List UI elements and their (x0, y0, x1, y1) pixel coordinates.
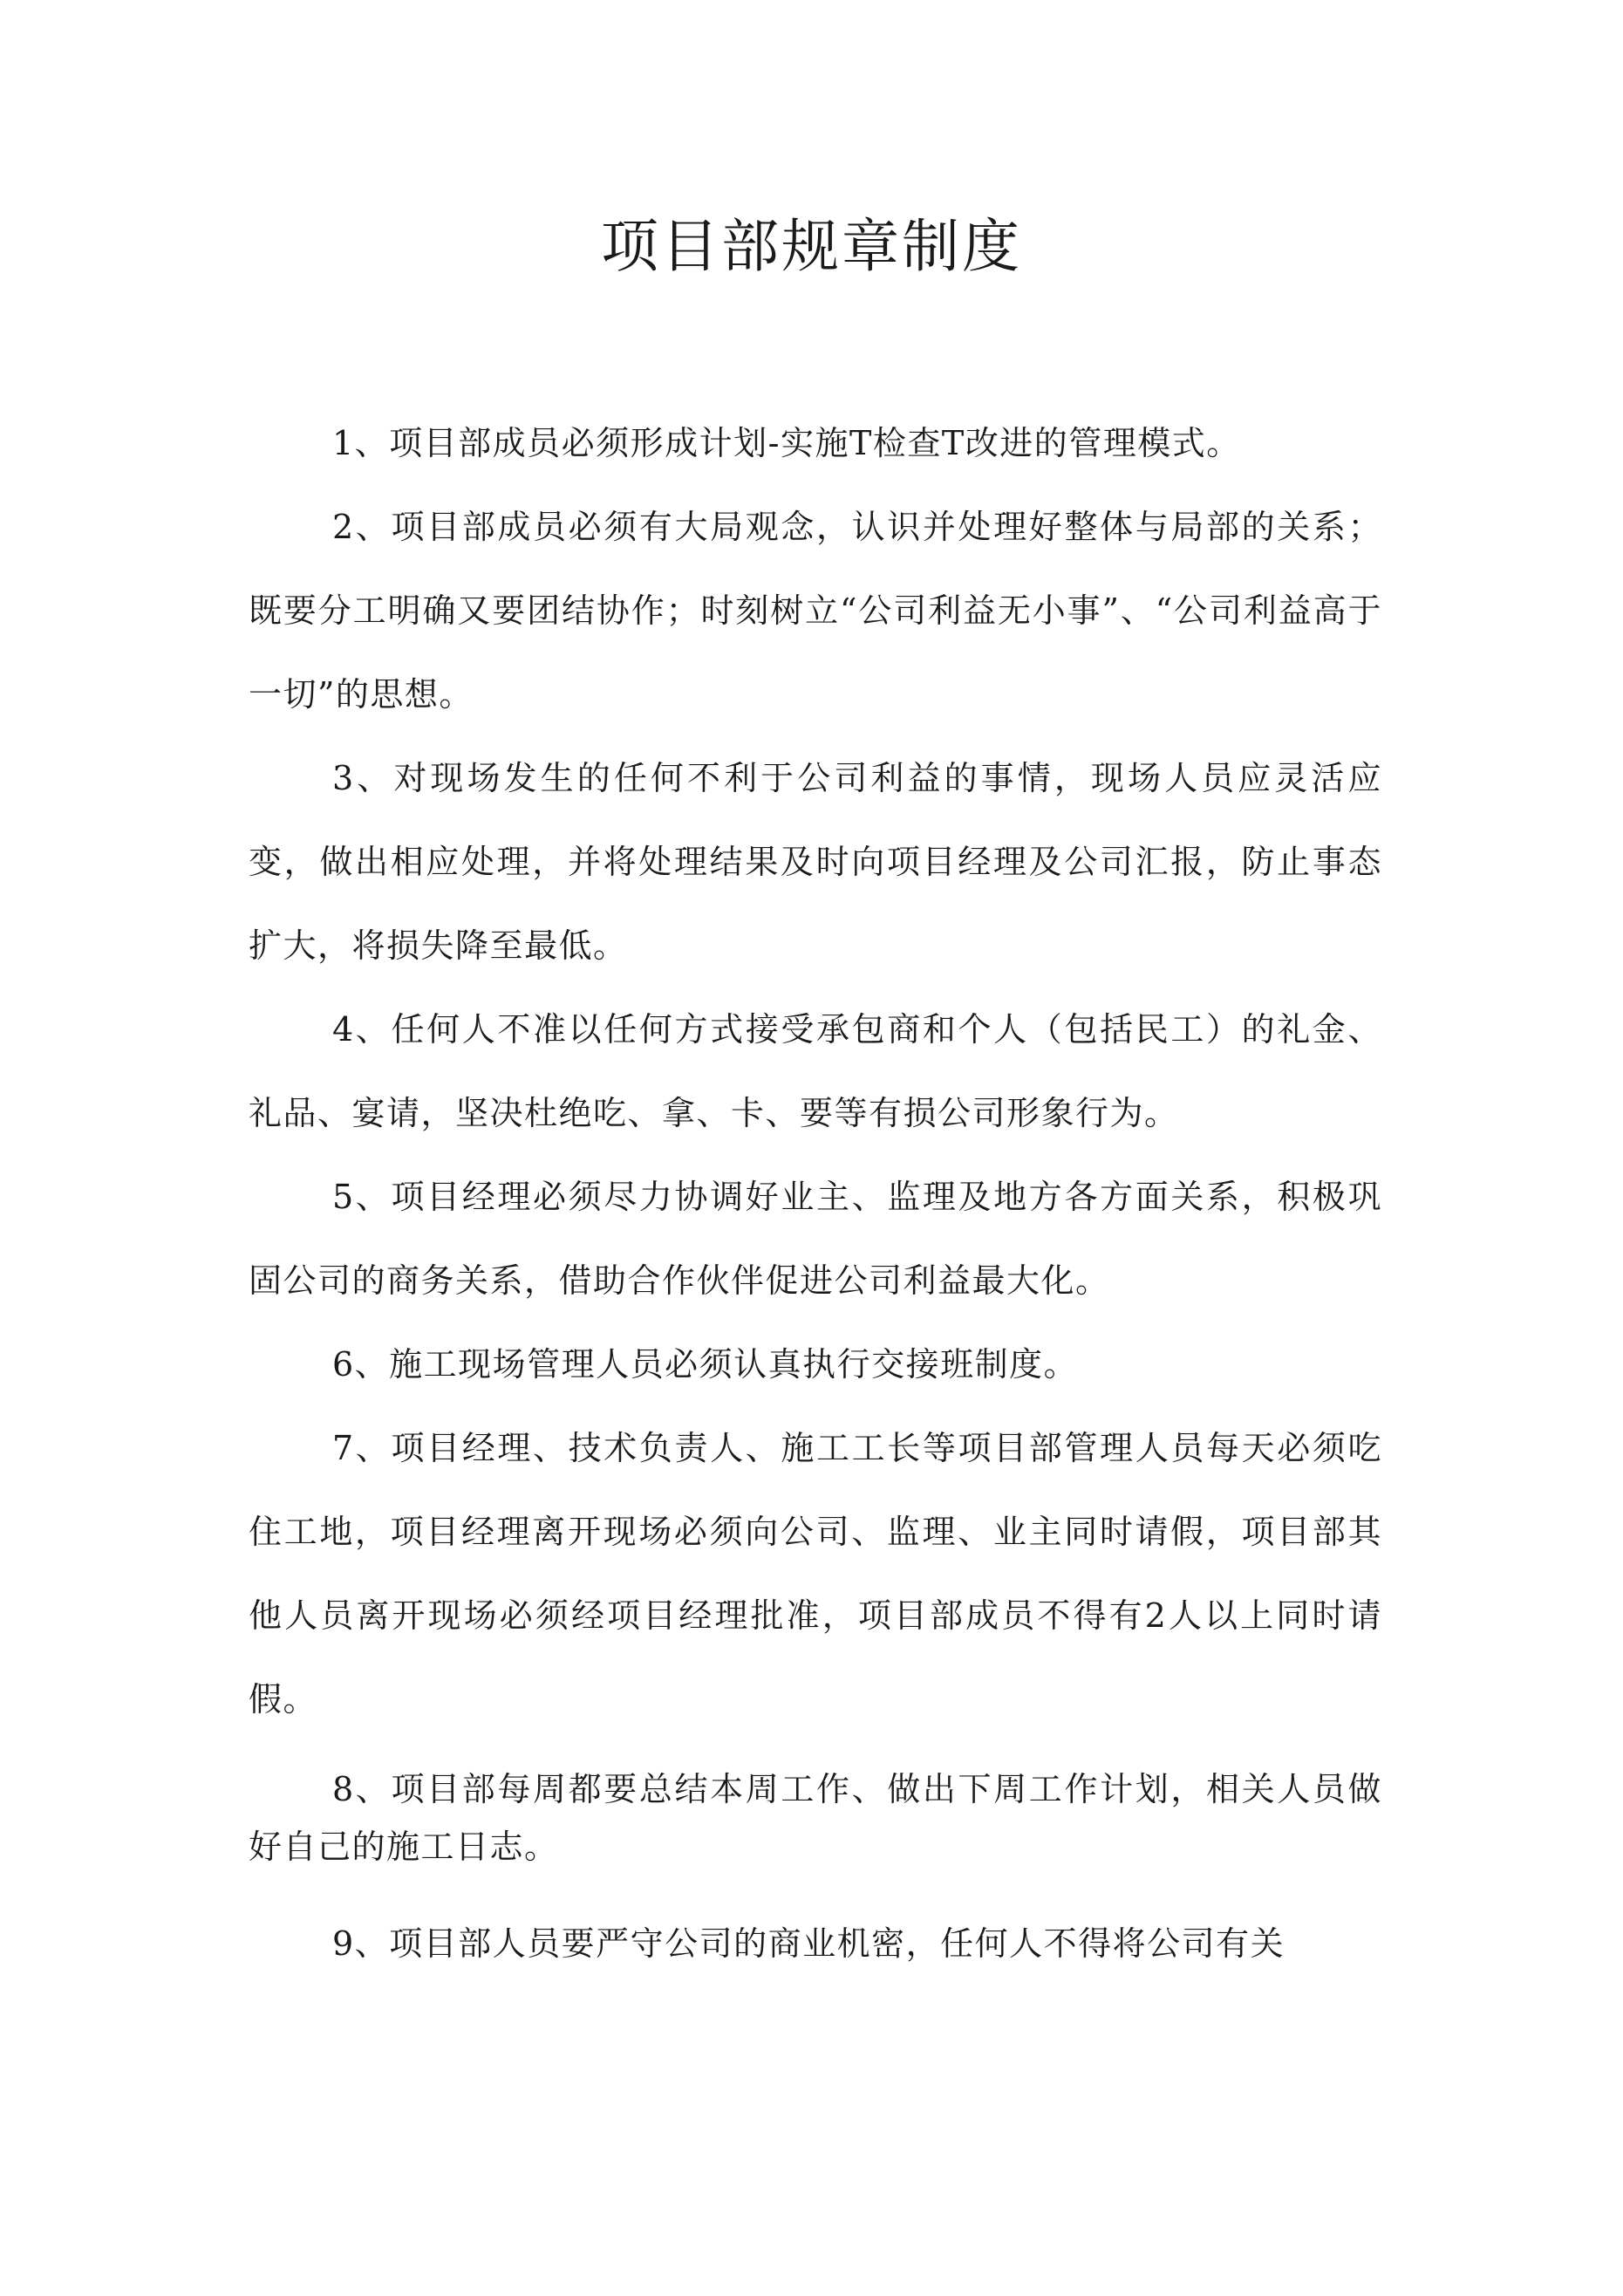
paragraph-7: 7、项目经理、技术负责人、施工工长等项目部管理人员每天必须吃住工地，项目经理离开现场必须向公司、监理、业主同时请假，项目部其他人员离开现场必须经项目经理批准，项目部成员不得有2人以上同时请假。 (249, 1429, 1382, 1719)
paragraph-2: 2、项目部成员必须有大局观念，认识并处理好整体与局部的关系；既要分工明确又要团结协作；时刻树立“公司利益无小事”、“公司利益高于一切”的思想。 (249, 508, 1382, 714)
paragraph-5: 5、项目经理必须尽力协调好业主、监理及地方各方面关系，积极巩固公司的商务关系，借助合作伙伴促进公司利益最大化。 (249, 1178, 1382, 1300)
paragraph-9: 9、项目部人员要严守公司的商业机密，任何人不得将公司有关 (332, 1924, 1285, 1963)
paragraph-8: 8、项目部每周都要总结本周工作、做出下周工作计划，相关人员做好自己的施工日志。 (249, 1770, 1382, 1866)
document-body (249, 401, 1382, 1985)
paragraph-6: 6、施工现场管理人员必须认真执行交接班制度。 (332, 1345, 1079, 1384)
document-title: 项目部规章制度 (601, 213, 1022, 280)
paragraph-1: 1、项目部成员必须形成计划-实施T检查T改进的管理模式。 (332, 424, 1241, 462)
paragraph-4: 4、任何人不准以任何方式接受承包商和个人（包括民工）的礼金、礼品、宴请，坚决杜绝吃、拿、卡、要等有损公司形象行为。 (249, 1010, 1382, 1132)
paragraph-3: 3、对现场发生的任何不利于公司利益的事情，现场人员应灵活应变，做出相应处理，并将处理结果及时向项目经理及公司汇报，防止事态扩大，将损失降至最低。 (249, 759, 1382, 965)
